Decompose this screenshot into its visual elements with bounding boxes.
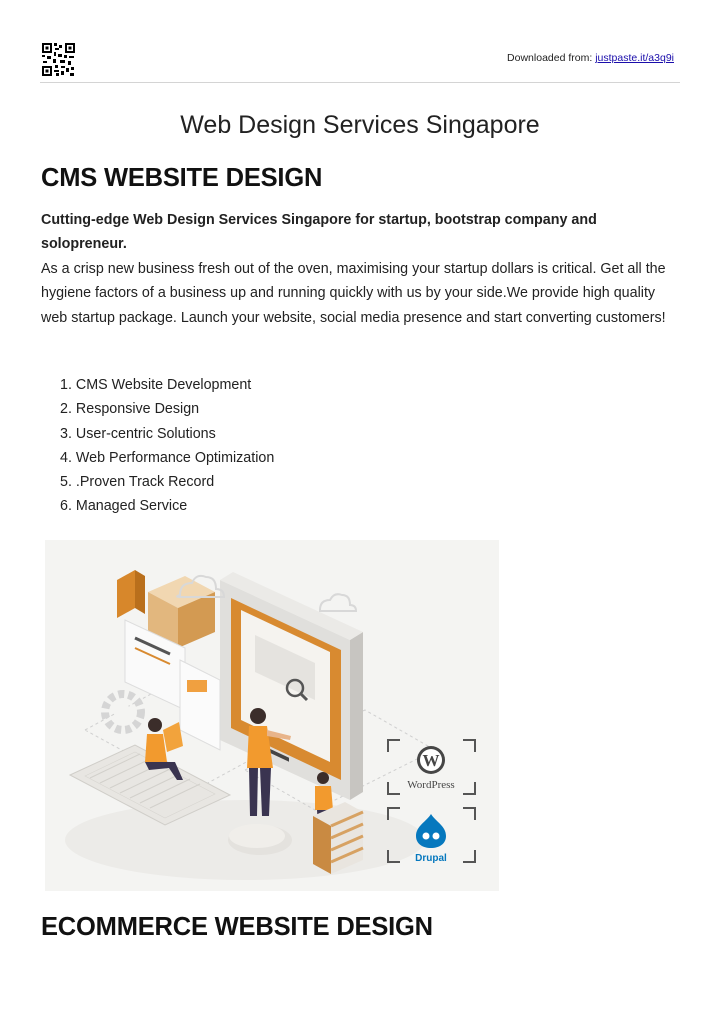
services-list (60, 373, 274, 519)
list-item: 2. Responsive Design (60, 401, 200, 418)
qr-code-icon (42, 43, 75, 76)
intro-paragraph (41, 208, 681, 330)
download-link[interactable]: justpaste.it/a3q9i (595, 52, 674, 64)
section-heading-ecommerce: ECOMMERCE WEBSITE DESIGN (41, 913, 433, 941)
drupal-label: Drupal (415, 853, 447, 864)
svg-text:W: W (422, 751, 440, 770)
list-item: 4. Web Performance Optimization (60, 449, 275, 466)
list-item: 3. User-centric Solutions (60, 425, 216, 442)
intro-lead: Cutting-edge Web Design Services Singapore for startup, bootstrap company and solopreneur. (41, 212, 597, 253)
list-item: 6. Managed Service (60, 498, 188, 515)
section-heading-cms: CMS WEBSITE DESIGN (41, 164, 323, 192)
page-title: Web Design Services Singapore (180, 111, 540, 139)
cms-illustration (45, 540, 499, 891)
header-divider (40, 82, 680, 83)
wordpress-label: WordPress (407, 779, 455, 791)
intro-body: As a crisp new business fresh out of the oven, maximising your startup dollars is critical. Get all the hygiene factors of a business up and running quickly with us by your side.We provide high quality web startup package. Launch your website, social media presence and start converting customers! (41, 260, 666, 326)
download-source (507, 52, 674, 64)
list-item: 1. CMS Website Development (60, 377, 252, 393)
list-item: 5. .Proven Track Record (60, 474, 215, 491)
download-prefix: Downloaded from: (507, 52, 593, 64)
